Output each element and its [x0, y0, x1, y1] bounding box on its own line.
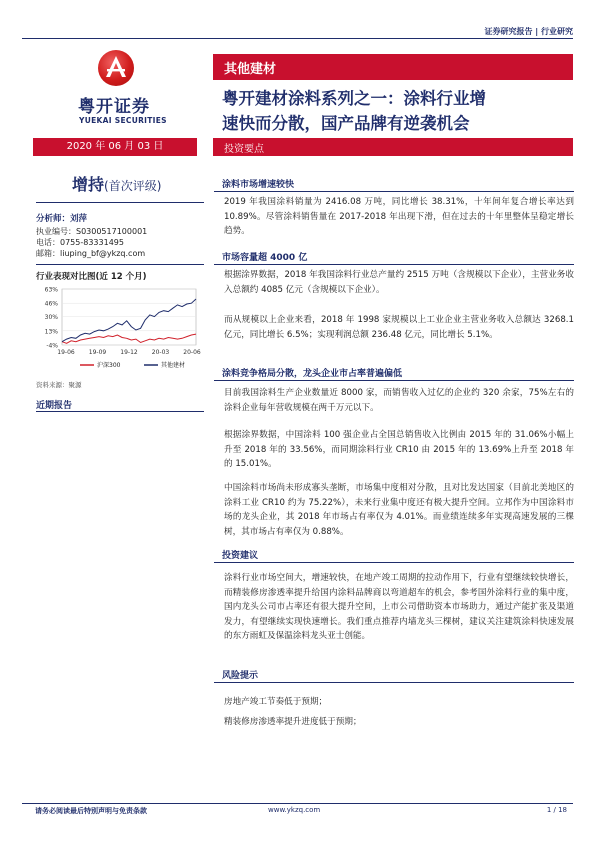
- industry-category: 其他建材: [224, 62, 277, 77]
- recent-reports-divider: [36, 411, 204, 412]
- report-title: [222, 86, 572, 136]
- chart-title: 行业表现对比图(近 12 个月): [36, 272, 147, 282]
- y-tick-label: -4%: [46, 342, 58, 350]
- section-paragraph: 中国涂料市场尚未形成寡头垄断，市场集中度相对分散，且对比发达国家（目前北美地区的涂料工业 CR10 约为 75.22%），未来行业集中度还有极大提升空间。立邦作为中国涂料市场的龙头企业，其 2018 年市场占有率仅为 4.01%。而业绩连续多年实现高速发展的三棵树，其市场占有率仅为 0.88%。: [224, 483, 574, 537]
- section-divider: [214, 380, 574, 381]
- analyst-phone: 电话：0755-83331495: [36, 238, 124, 247]
- section-paragraph: 房地产竣工节奏低于预期；: [224, 697, 328, 707]
- summary-heading: 投资要点: [224, 144, 264, 155]
- performance-chart: [36, 283, 206, 377]
- header-divider: [22, 38, 573, 39]
- rating-value: 增持: [72, 175, 105, 194]
- section-heading: 涂料竞争格局分散，龙头企业市占率普遍偏低: [222, 369, 403, 379]
- legend-label: 其他建材: [161, 362, 186, 369]
- section-paragraph: 根据涂界数据，中国涂料 100 强企业占全国总销售收入比例由 2015 年的 31.06%小幅上升至 2018 年的 33.56%，而同期涂料行业 CR10 由 2015 年的 13.69%上升至 2018 年的 15.01%。: [224, 430, 574, 469]
- section-divider: [214, 562, 574, 563]
- x-tick-label: 20-06: [183, 349, 201, 356]
- logo-mark-icon: [98, 50, 134, 86]
- section-divider: [214, 191, 574, 192]
- footer-website[interactable]: www.ykzq.com: [268, 806, 321, 814]
- series-line-0: [62, 334, 196, 343]
- performance-chart-svg: [36, 283, 206, 377]
- analyst-email[interactable]: 邮箱：liuping_bf@ykzq.com: [36, 249, 146, 258]
- section-paragraph: 涂料行业市场空间大，增速较快，在地产竣工周期的拉动作用下，行业有望继续较快增长，而精装修房渗透率提升给国内涂料品牌商以弯道超车的机会，参考国外涂料行业的集中度，国内龙头公司市占率还有很大提升空间，上市公司借助资本市场助力，通过产能扩张及渠道发力，有望继续实现快速增长。我们重点推荐内墙龙头三棵树，建议关注建筑涂料快速发展的东方雨虹及保温涂料龙头亚士创能。: [224, 573, 574, 641]
- report-title-line-1: 粤开建材涂料系列之一：涂料行业增: [222, 89, 486, 108]
- x-tick-label: 19-12: [120, 349, 138, 356]
- report-type-label: 证券研究报告 | 行业研究: [484, 27, 573, 36]
- section-paragraph: 精装修房渗透率提升进度低于预期；: [224, 717, 362, 727]
- chart-frame: [62, 289, 196, 345]
- x-tick-label: 20-03: [151, 349, 170, 356]
- report-date: 2020 年 06 月 03 日: [33, 138, 197, 156]
- section-paragraph: 2019 年我国涂料销量为 2416.08 万吨，同比增长 38.31%，十年间年复合增长率达到 10.89%。尽管涂料销售量在 2017-2018 年出现下滑，但在过去的十年里整体呈稳定增长趋势。: [224, 197, 574, 236]
- y-tick-label: 13%: [44, 328, 58, 336]
- section-heading: 涂料市场增速较快: [222, 180, 295, 190]
- section-heading: 风险提示: [222, 671, 259, 681]
- x-tick-label: 19-09: [88, 349, 107, 356]
- analyst-license: 执业编号：S0300517100001: [36, 227, 148, 236]
- section-divider: [214, 264, 574, 265]
- footer-disclaimer[interactable]: 请务必阅读最后特别声明与免责条款: [35, 807, 147, 815]
- y-tick-label: 63%: [44, 286, 58, 294]
- rating: [72, 172, 161, 195]
- section-heading: 市场容量超 4000 亿: [222, 253, 308, 263]
- summary-banner: [213, 138, 573, 156]
- company-logo-icon: [98, 50, 134, 86]
- section-paragraph: 目前我国涂料生产企业数量近 8000 家，而销售收入过亿的企业约 320 余家，75%左右的涂料企业每年营收规模在两千万元以下。: [224, 388, 574, 413]
- brand-name-en: YUEKAI SECURITIES: [79, 116, 167, 125]
- section-paragraph: 根据涂界数据，2018 年我国涂料行业总产量约 2515 万吨（含规模以下企业），主营业务收入总额约 4085 亿元（含规模以下企业）。: [224, 270, 574, 295]
- analyst-name: 分析师：刘萍: [36, 214, 88, 224]
- rating-divider: [36, 202, 204, 203]
- footer-page-number: 1 / 18: [546, 806, 567, 814]
- chart-source: 资料来源：聚源: [36, 381, 82, 389]
- footer-divider: [22, 803, 573, 804]
- section-heading: 投资建议: [222, 551, 259, 561]
- brand-name-cn: 粤开证券: [78, 97, 150, 117]
- rating-note: (首次评级): [104, 179, 162, 193]
- y-tick-label: 46%: [44, 300, 58, 308]
- report-title-line-2: 速快而分散，国产品牌有逆袭机会: [222, 114, 470, 133]
- series-line-1: [62, 299, 196, 342]
- legend-label: 沪深300: [97, 362, 121, 369]
- y-tick-label: 30%: [44, 314, 58, 322]
- recent-reports-heading: 近期报告: [36, 401, 73, 411]
- section-divider: [214, 682, 574, 683]
- x-tick-label: 19-06: [57, 349, 75, 356]
- chart-divider: [36, 264, 204, 265]
- section-paragraph: 而从规模以上企业来看，2018 年 1998 家规模以上工业企业主营业务收入总额达 3268.1 亿元，同比增长 6.5%；实现利润总额 236.48 亿元，同比增长 5.1%。: [224, 315, 574, 340]
